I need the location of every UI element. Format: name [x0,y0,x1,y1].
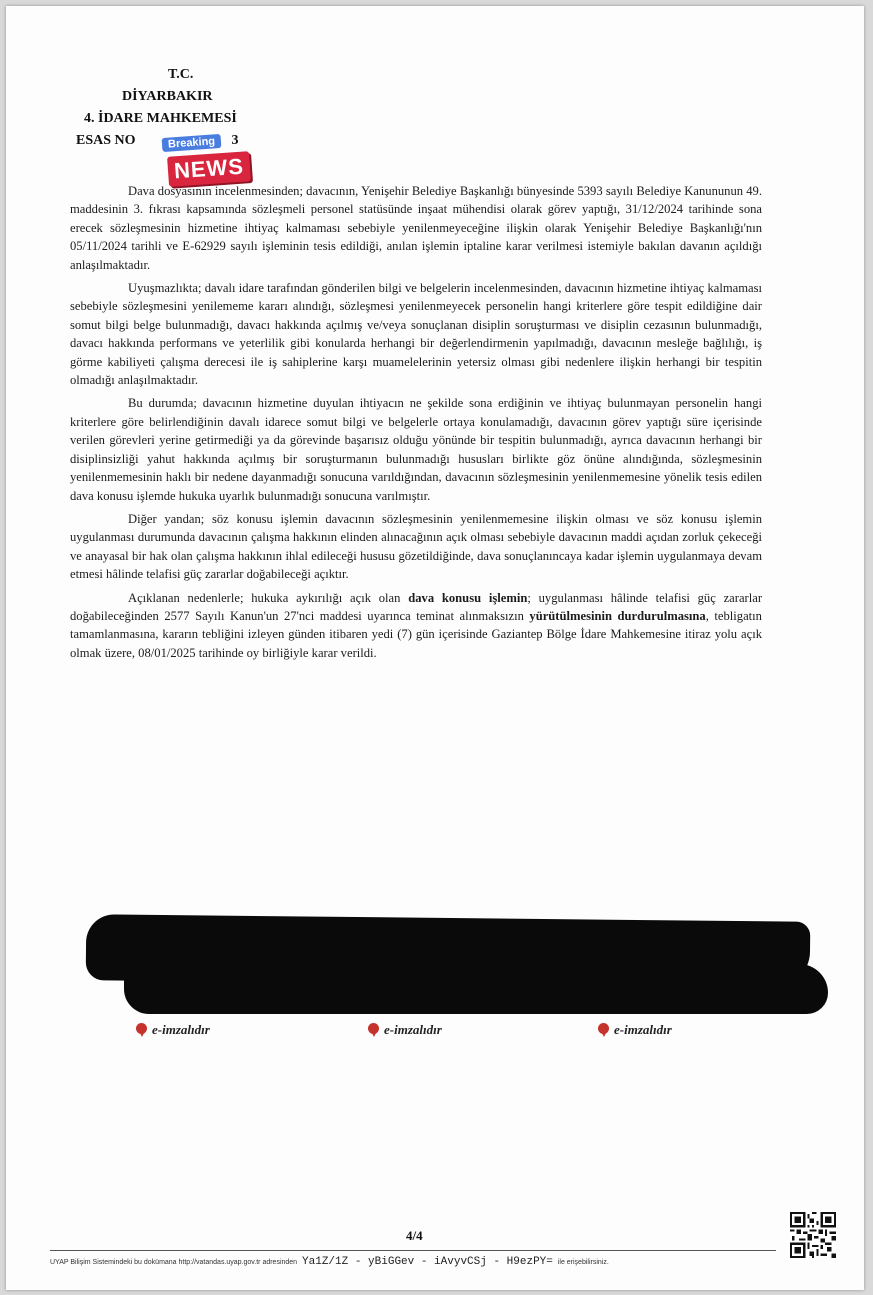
paragraph-3: Bu durumda; davacının hizmetine duyulan ihtiyacın ne şekilde sona erdiğinin ve ihtiyaç bulunmayan personelin hangi kriterlere göre belirlendiğinin davalı idarece somut bilgi ve belgelerle ortaya konulamadığı, davacının görev yaptığı süre içerisinde verilen görevleri yerine getirmediği ya da görevinde başarısız olduğu yönünde bir tespitin bulunmadığı, ayrıca davacının herhangi bir disiplinsizliği yahut hakkında açılmış bir soruşturmanın bulunmadığı hususları birlikte göz önüne alındığında, sözleşmesinin yenilenmemesinin haklı bir nedene dayanmadığı sonucuna varıldığından, davacının sözleşmesinin yenilenmemesine yönelik tesis edilen dava konusu işlemde hukuka uyarlık bulunmadığı sonucuna varılmıştır. [70,396,762,503]
e-signature-seal-icon [368,1023,380,1037]
signature-2 [368,1022,442,1038]
signature-label: e-imzalıdır [614,1022,672,1037]
footer-divider [50,1250,776,1251]
p5-part-e: , tebligatın tamamlanmasına, kararın tebliğini izleyen günden itibaren yedi (7) gün içerisinde Gaziantep Bölge İdare Mahkemesine itiraz yolu açık olmak üzere, 08/01/2025 tarihinde oy birliğiyle karar verildi. [70,608,762,660]
footer-tail: ile erişebilirsiniz. [557,1259,609,1266]
document-page [6,6,864,1290]
qr-code-icon [790,1212,836,1258]
paragraph-2: Uyuşmazlıkta; davalı idare tarafından gönderilen bilgi ve belgelerin incelenmesinden, davacının hizmetine ihtiyaç kalmaması sebebiyle sözleşmesini yenilememe kararı alındığı, sözleşmesi yenilenmeyecek personelin hangi kriterlere göre tespit edildiğine dair somut bilgi belge bulunmadığı, davacı hakkında açılmış ve/veya sonuçlanan disiplin soruşturması ve disiplin cezasının bulunmadığı, davacı hakkında performans ve yeterlilik gibi konularda herhangi bir değerlendirmenin yapılmadığı, davacının mesleğe bağlılığı, iş görme kabiliyeti çalışma derecesi ile iş sahiplerine karşı muamelelerinin yetersiz olması gibi nedenlere ilişkin herhangi bir tespitin olmadığı anlaşılmaktadır. [70,281,762,388]
badge-breaking: Breaking [162,134,222,152]
header-city: DİYARBAKIR [122,89,213,104]
e-signature-seal-icon [136,1023,148,1037]
footer-verification-code: Ya1Z/1Z - yBiGGev - iAvyvCSj - H9ezPY= [302,1256,553,1268]
p5-part-a: Açıklanan nedenlerle; hukuka aykırılığı açık olan [128,590,409,605]
p5-part-c: ; uygulanması hâlinde telafisi güç zararlar doğabileceğinden 2577 Sayılı Kanun'un 27'nci maddesi uyarınca teminat alınmaksızın [70,590,763,623]
signature-label: e-imzalıdır [152,1022,210,1037]
esas-number-suffix: 3 [231,133,239,148]
e-signature-seal-icon [598,1023,610,1037]
header-tc: T.C. [168,67,194,82]
badge-news: NEWS [167,151,251,187]
paragraph-1: Dava dosyasının incelenmesinden; davacının, Yenişehir Belediye Başkanlığı bünyesinde 5393 sayılı Belediye Kanununun 49. maddesinin 3. fıkrası kapsamında sözleşmeli personel statüsünde inşaat mühendisi olarak görev yaptığı, 31/12/2024 tarihinde sona erecek sözleşmesinin hizmetine ihtiyaç kalmaması sebebiyle yenilenmeyeceğine ilişkin olarak Yenişehir Belediye Başkanlığı'nın 05/11/2024 tarihli ve E-62929 sayılı işleminin tesis edildiği, anılan işlemin iptaline karar verilmesi istemiyle bakılan davanın açıldığı anlaşılmaktadır. [70,184,762,272]
page-number: 4/4 [406,1228,423,1243]
footer [50,1256,790,1268]
footer-text: UYAP Bilişim Sistemindeki bu dokümana http://vatandas.uyap.gov.tr adresinden [50,1259,298,1266]
signature-3 [598,1022,672,1038]
redaction-mark-lower [124,964,828,1014]
header-court: 4. İDARE MAHKEMESİ [84,111,237,126]
decision-body [70,182,762,667]
signature-label: e-imzalıdır [384,1022,442,1037]
paragraph-5 [70,589,762,663]
p5-bold-subject: dava konusu işlemin [408,590,528,605]
paragraph-4: Diğer yandan; söz konusu işlemin davacının sözleşmesinin yenilenmemesine ilişkin olması ve söz konusu işlemin uygulanması durumunda davacının çalışma hakkının elinden alınacağının açık olması sebebiyle davacının maddi açıdan zorluk çekeceği ve anayasal bir hak olan çalışma hakkının ihlal edileceği hususu gözetildiğinde, dava sonuçlanıncaya kadar işlemin uygulanmaya devam etmesi hâlinde telafisi güç zararlar doğabileceği açıktır. [70,511,762,582]
p5-bold-decision: yürütülmesinin durdurulmasına [529,608,706,623]
esas-label: ESAS NO [76,133,136,148]
signature-1 [136,1022,210,1038]
